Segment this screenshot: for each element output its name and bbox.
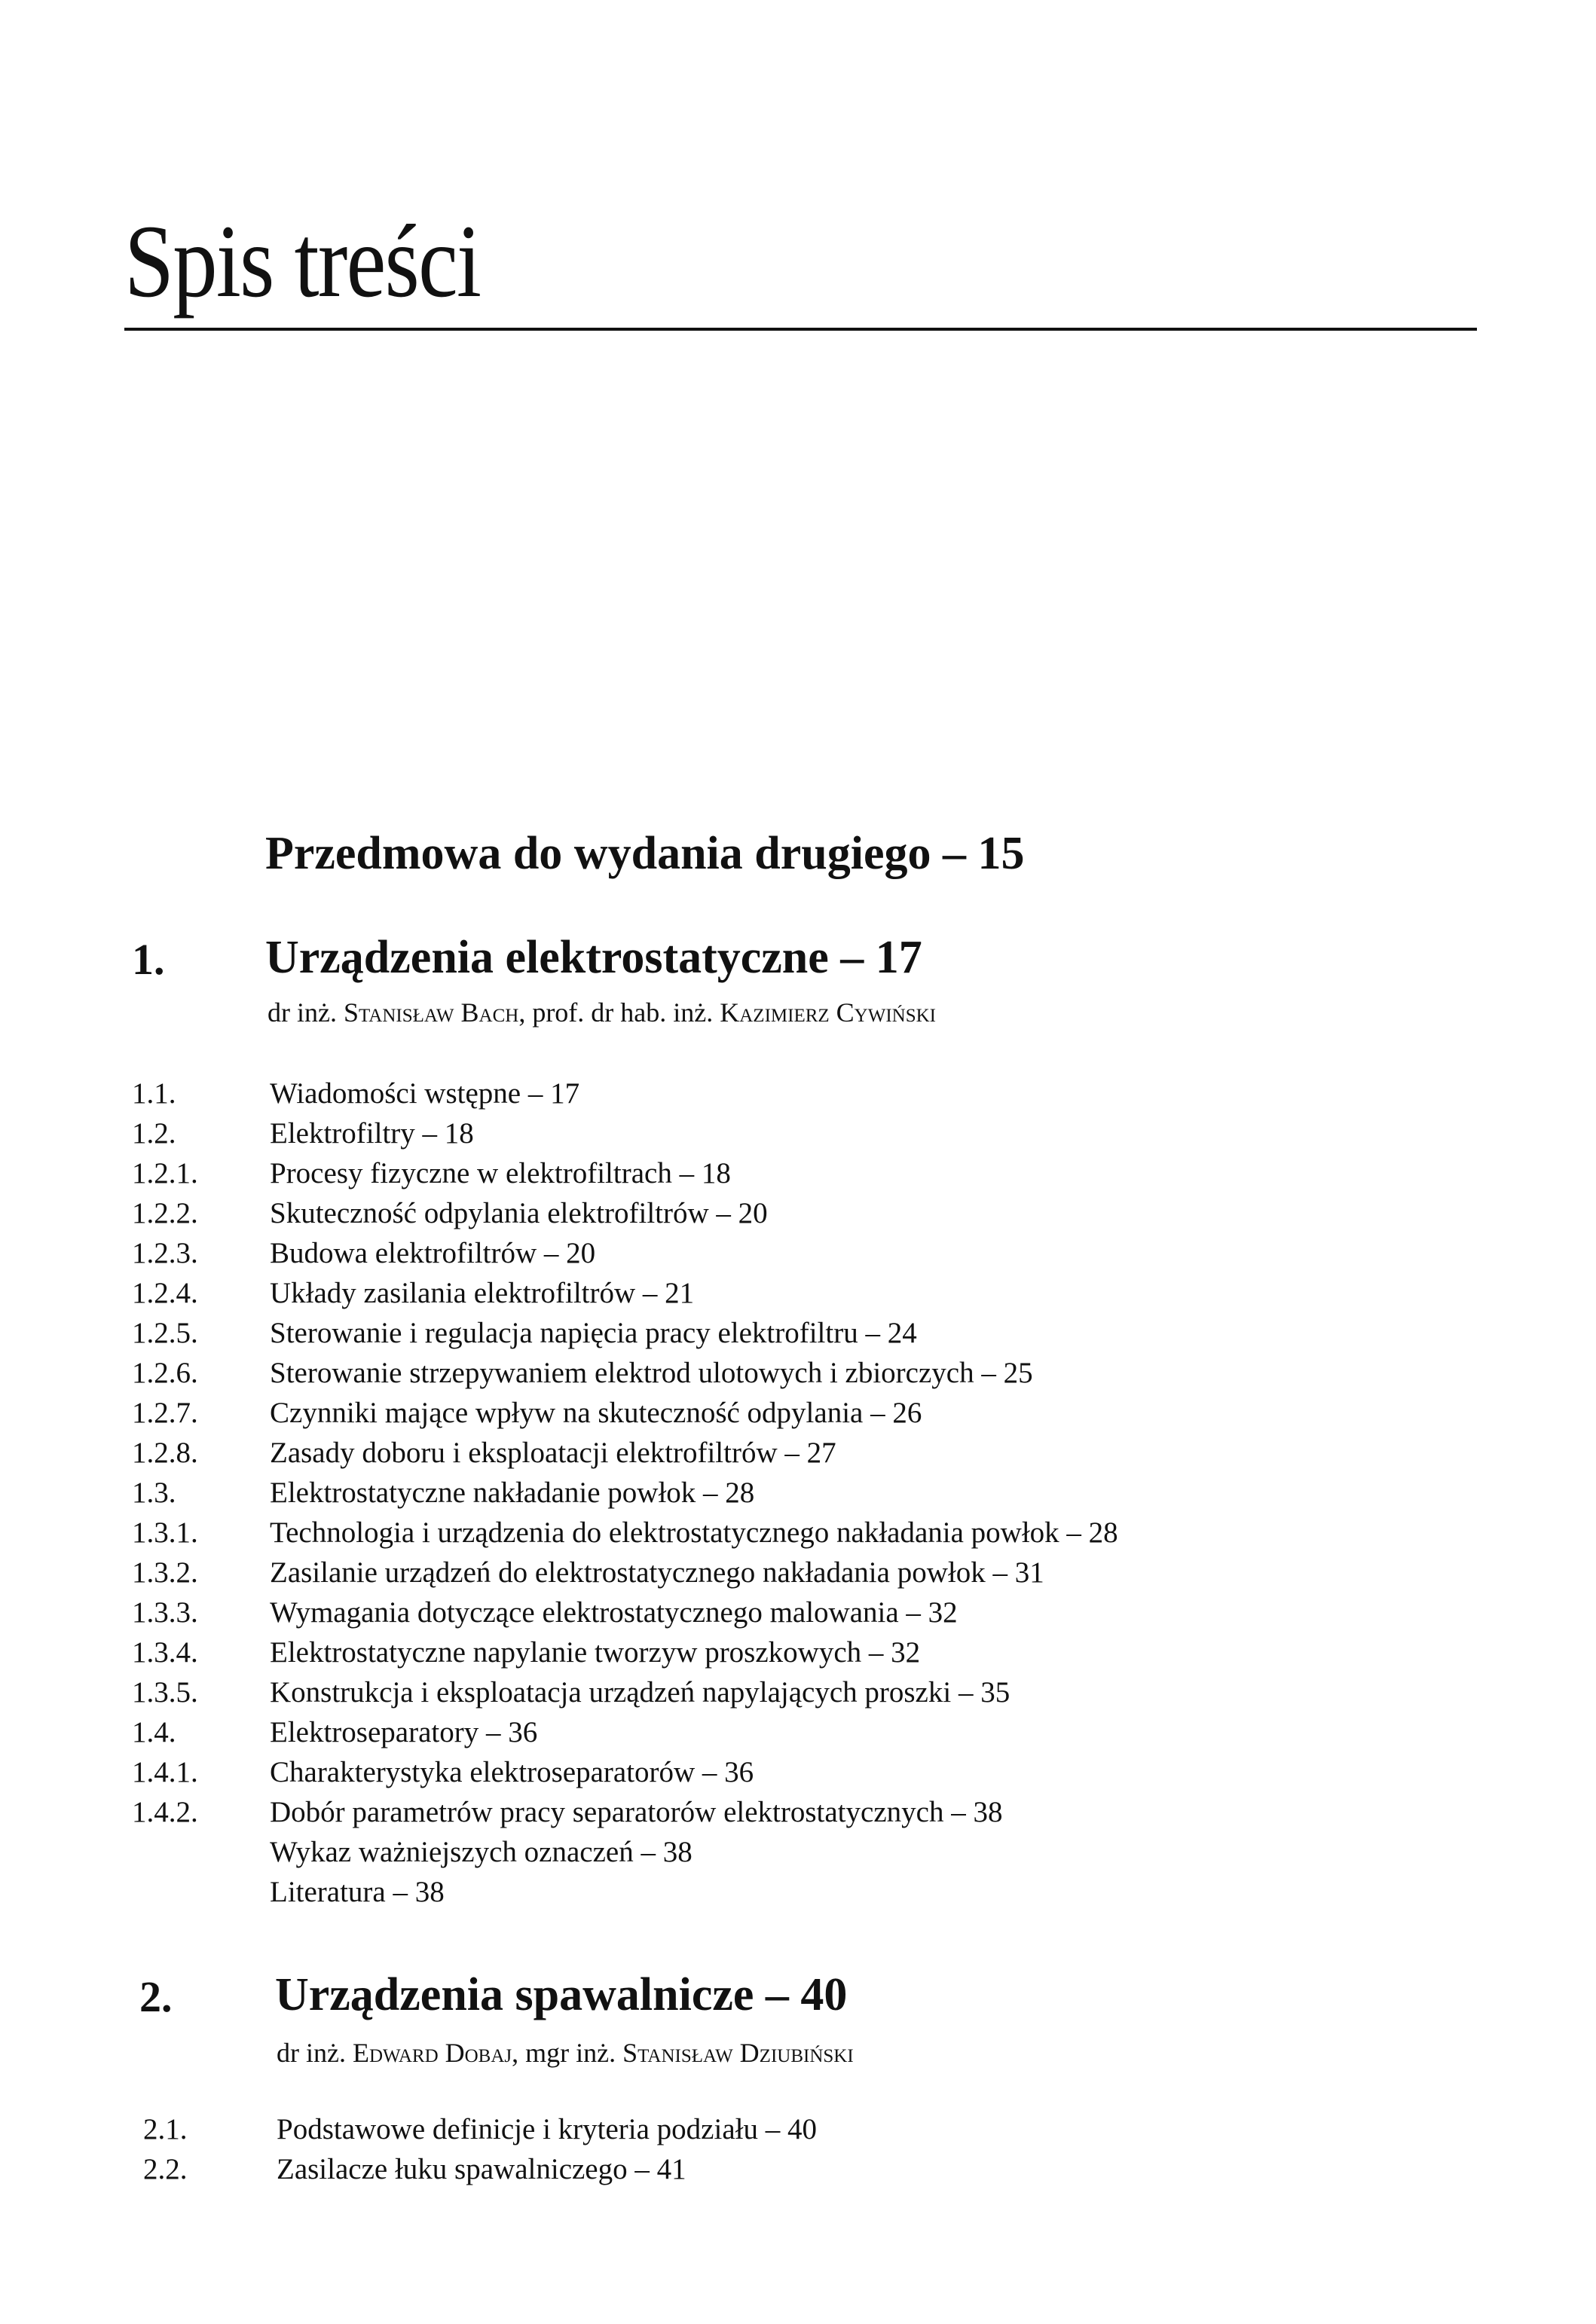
toc-entry-number: 1.3.3. xyxy=(132,1596,198,1629)
toc-entry xyxy=(0,1079,1596,1113)
toc-entry-title: Sterowanie i regulacja napięcia pracy elektrofiltru – 24 xyxy=(270,1317,917,1349)
author-name: Stanisław Dziubiński xyxy=(622,2038,854,2068)
toc-entry xyxy=(0,2155,1596,2189)
toc-entry-number: 1.2.1. xyxy=(132,1157,198,1189)
toc-entry xyxy=(0,1358,1596,1393)
toc-entry-number: 1.2.8. xyxy=(132,1437,198,1469)
title-rule xyxy=(124,328,1477,331)
toc-entry-number: 2.2. xyxy=(143,2153,188,2185)
toc-entry-number: 1.1. xyxy=(132,1077,176,1110)
toc-entry-title: Sterowanie strzepywaniem elektrod ulotowych i zbiorczych – 25 xyxy=(270,1357,1033,1389)
toc-entry xyxy=(0,1238,1596,1273)
toc-entry-number: 2.1. xyxy=(143,2113,188,2145)
toc-entry-title: Wiadomości wstępne – 17 xyxy=(270,1077,580,1110)
toc-entry xyxy=(0,1119,1596,1153)
toc-entry-title: Czynniki mające wpływ na skuteczność odpylania – 26 xyxy=(270,1397,922,1429)
toc-entry xyxy=(0,1478,1596,1513)
toc-entry-title: Elektrostatyczne napylanie tworzyw proszkowych – 32 xyxy=(270,1636,921,1669)
toc-entry-title: Charakterystyka elektroseparatorów – 36 xyxy=(270,1756,754,1788)
chapter-1-number: 1. xyxy=(132,935,165,984)
toc-entry-title: Konstrukcja i eksploatacja urządzeń napylających proszki – 35 xyxy=(270,1676,1010,1709)
toc-entry xyxy=(0,1877,1596,1912)
author-name: Edward Dobaj xyxy=(352,2038,512,2068)
toc-entry xyxy=(0,1598,1596,1632)
toc-entry xyxy=(0,1718,1596,1752)
preface-title: Przedmowa do wydania drugiego – 15 xyxy=(265,828,1025,879)
toc-entry-number: 1.3.1. xyxy=(132,1516,198,1549)
author-separator: , prof. dr hab. inż. xyxy=(518,997,720,1028)
toc-entry-title: Podstawowe definicje i kryteria podziału – 40 xyxy=(277,2113,817,2145)
toc-entry-number: 1.2.2. xyxy=(132,1197,198,1229)
toc-entry-title: Układy zasilania elektrofiltrów – 21 xyxy=(270,1277,695,1309)
toc-entry xyxy=(0,1758,1596,1792)
toc-entry xyxy=(0,1558,1596,1593)
toc-entry-title: Elektrostatyczne nakładanie powłok – 28 xyxy=(270,1477,755,1509)
toc-entry-number: 1.2.7. xyxy=(132,1397,198,1429)
chapter-1-authors xyxy=(268,999,936,1026)
toc-entry-title: Literatura – 38 xyxy=(270,1876,445,1908)
page-title: Spis treści xyxy=(124,203,481,319)
toc-entry-number: 1.2.6. xyxy=(132,1357,198,1389)
author-name: Stanisław Bach xyxy=(343,997,519,1028)
toc-entry-title: Technologia i urządzenia do elektrostatycznego nakładania powłok – 28 xyxy=(270,1516,1118,1549)
toc-entry-title: Dobór parametrów pracy separatorów elektrostatycznych – 38 xyxy=(270,1796,1003,1828)
toc-entry xyxy=(0,1398,1596,1433)
author-name: Kazimierz Cywiński xyxy=(720,997,936,1028)
toc-entry xyxy=(0,1318,1596,1353)
toc-entry-title: Zasilacze łuku spawalniczego – 41 xyxy=(277,2153,686,2185)
toc-entry xyxy=(0,1199,1596,1233)
toc-entry xyxy=(0,1678,1596,1712)
toc-entry xyxy=(0,1837,1596,1872)
toc-entry xyxy=(0,1518,1596,1553)
toc-entry-title: Wykaz ważniejszych oznaczeń – 38 xyxy=(270,1836,693,1868)
toc-entry-title: Elektroseparatory – 36 xyxy=(270,1716,538,1748)
author-separator: , mgr inż. xyxy=(512,2038,623,2068)
toc-entry-title: Skuteczność odpylania elektrofiltrów – 20 xyxy=(270,1197,768,1229)
toc-entry-number: 1.4.2. xyxy=(132,1796,198,1828)
toc-entry-title: Procesy fizyczne w elektrofiltrach – 18 xyxy=(270,1157,731,1189)
chapter-2-authors xyxy=(277,2039,854,2066)
toc-entry xyxy=(0,2115,1596,2149)
toc-entry-title: Zasilanie urządzeń do elektrostatycznego nakładania powłok – 31 xyxy=(270,1556,1044,1589)
author-prefix: dr inż. xyxy=(277,2038,353,2068)
toc-entry xyxy=(0,1278,1596,1313)
toc-entry-number: 1.3.5. xyxy=(132,1676,198,1709)
toc-entry-number: 1.3.2. xyxy=(132,1556,198,1589)
toc-entry-title: Zasady doboru i eksploatacji elektrofiltrów – 27 xyxy=(270,1437,836,1469)
toc-entry-number: 1.2. xyxy=(132,1117,176,1150)
toc-entry xyxy=(0,1638,1596,1672)
toc-entry-number: 1.2.4. xyxy=(132,1277,198,1309)
toc-entry-number: 1.4. xyxy=(132,1716,176,1748)
toc-entry-number: 1.2.3. xyxy=(132,1237,198,1269)
chapter-2-number: 2. xyxy=(139,1972,173,2021)
toc-entry-number: 1.3.4. xyxy=(132,1636,198,1669)
toc-entry-number: 1.3. xyxy=(132,1477,176,1509)
chapter-1-title: Urządzenia elektrostatyczne – 17 xyxy=(265,932,922,983)
toc-entry-number: 1.2.5. xyxy=(132,1317,198,1349)
chapter-2-title: Urządzenia spawalnicze – 40 xyxy=(275,1969,848,2020)
toc-entry xyxy=(0,1438,1596,1473)
toc-entry-title: Budowa elektrofiltrów – 20 xyxy=(270,1237,596,1269)
toc-entry-title: Wymagania dotyczące elektrostatycznego malowania – 32 xyxy=(270,1596,958,1629)
toc-entry xyxy=(0,1797,1596,1832)
author-prefix: dr inż. xyxy=(268,997,344,1028)
toc-entry-number: 1.4.1. xyxy=(132,1756,198,1788)
toc-entry xyxy=(0,1159,1596,1193)
toc-entry-title: Elektrofiltry – 18 xyxy=(270,1117,474,1150)
